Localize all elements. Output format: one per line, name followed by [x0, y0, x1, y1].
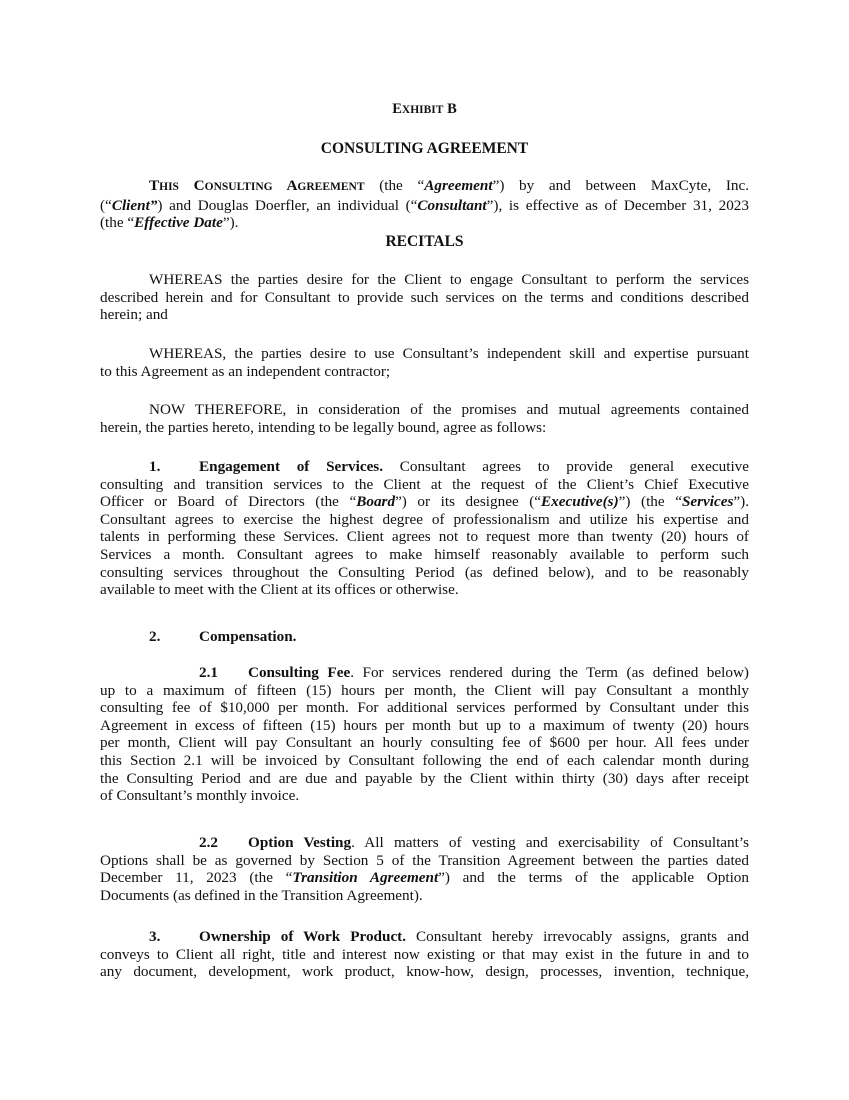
intro-line-2: (“Client”) and Douglas Doerfler, an individual (“Consultant”), is effective as of December 31, 2023 — [100, 196, 749, 214]
text-line: of Consultant’s monthly invoice. — [100, 787, 300, 805]
section-2-1-line-1: 2.1 Consulting Fee. For services rendered during the Term (as defined below) — [199, 664, 749, 681]
section-2-2-line-3: December 11, 2023 (the “Transition Agreement”) and the terms of the applicable Option — [100, 869, 749, 887]
text-line: up to a maximum of fifteen (15) hours per month, the Client will pay Consultant a monthly — [100, 681, 749, 699]
text-line: WHEREAS the parties desire for the Client to engage Consultant to perform the services — [149, 271, 749, 288]
exhibit-label: EXHIBIT B — [392, 101, 457, 117]
text-line: the Consulting Period and are due and payable by the Client within thirty (30) days after receipt — [100, 769, 749, 787]
whereas-paragraph-1 — [100, 271, 749, 324]
text-line: consulting fee of $10,000 per month. For additional services performed by Consultant under this — [100, 699, 749, 717]
text-line: described herein and for Consultant to provide such services on the terms and conditions described — [100, 288, 749, 306]
text-line: this Section 2.1 will be invoiced by Consultant following the end of each calendar month during — [100, 751, 749, 769]
text-line: herein, the parties hereto, intending to be legally bound, agree as follows: — [100, 418, 547, 436]
text-line: herein; and — [100, 306, 168, 324]
whereas-paragraph-2 — [100, 345, 749, 380]
section-3-ownership — [100, 928, 749, 981]
intro-line-1: THIS CONSULTING AGREEMENT (the “Agreement”) by and between MaxCyte, Inc. — [149, 177, 750, 194]
intro-paragraph — [100, 177, 749, 232]
section-2-heading: 2. Compensation. — [149, 628, 297, 645]
text-line: WHEREAS, the parties desire to use Consultant’s independent skill and expertise pursuant — [149, 345, 749, 362]
document-title: CONSULTING AGREEMENT — [320, 140, 529, 157]
section-2-2-option-vesting — [100, 834, 749, 904]
section-2-compensation — [100, 628, 749, 646]
section-2-2-line-1: 2.2 Option Vesting. All matters of vesting and exercisability of Consultant’s — [199, 834, 749, 851]
text-line: Services a month. Consultant agrees to make himself reasonably available to perform such — [100, 545, 749, 563]
text-line: Consultant agrees to exercise the highest degree of professionalism and utilize his expertise and — [100, 510, 749, 528]
section-2-1-consulting-fee — [100, 664, 749, 805]
now-therefore-paragraph — [100, 401, 749, 436]
text-line: consulting services throughout the Consulting Period (as defined below), and to be reasonably — [100, 563, 749, 581]
text-line: Documents (as defined in the Transition Agreement). — [100, 886, 423, 904]
section-1-line-3: Officer or Board of Directors (the “Board”) or its designee (“Executive(s)”) (the “Services”). — [100, 493, 749, 511]
text-line: NOW THEREFORE, in consideration of the promises and mutual agreements contained — [149, 401, 749, 418]
intro-line-3: (the “Effective Date”). — [100, 214, 239, 232]
recitals-heading: RECITALS — [385, 233, 464, 250]
text-line: conveys to Client all right, title and interest now existing or that may exist in the future in and to — [100, 945, 749, 963]
section-1-engagement — [100, 458, 749, 599]
section-3-line-1: 3. Ownership of Work Product. Consultant hereby irrevocably assigns, grants and — [149, 928, 750, 945]
text-line: any document, development, work product, know-how, design, processes, invention, technique, — [100, 963, 749, 981]
text-line: consulting and transition services to the Client at the request of the Client’s Chief Executive — [100, 475, 749, 493]
text-line: per month, Client will pay Consultant an hourly consulting fee of $600 per hour. All fees under — [100, 734, 749, 752]
section-1-line-1: 1. Engagement of Services. Consultant agrees to provide general executive — [149, 458, 749, 475]
text-line: to this Agreement as an independent contractor; — [100, 362, 391, 380]
text-line: talents in performing these Services. Client agrees not to request more than twenty (20) hours of — [100, 528, 749, 546]
text-line: Options shall be as governed by Section 5 of the Transition Agreement between the parties dated — [100, 851, 749, 869]
text-line: available to meet with the Client at its offices or otherwise. — [100, 581, 459, 599]
text-line: Agreement in excess of fifteen (15) hours per month but up to a maximum of twenty (20) hours — [100, 716, 749, 734]
